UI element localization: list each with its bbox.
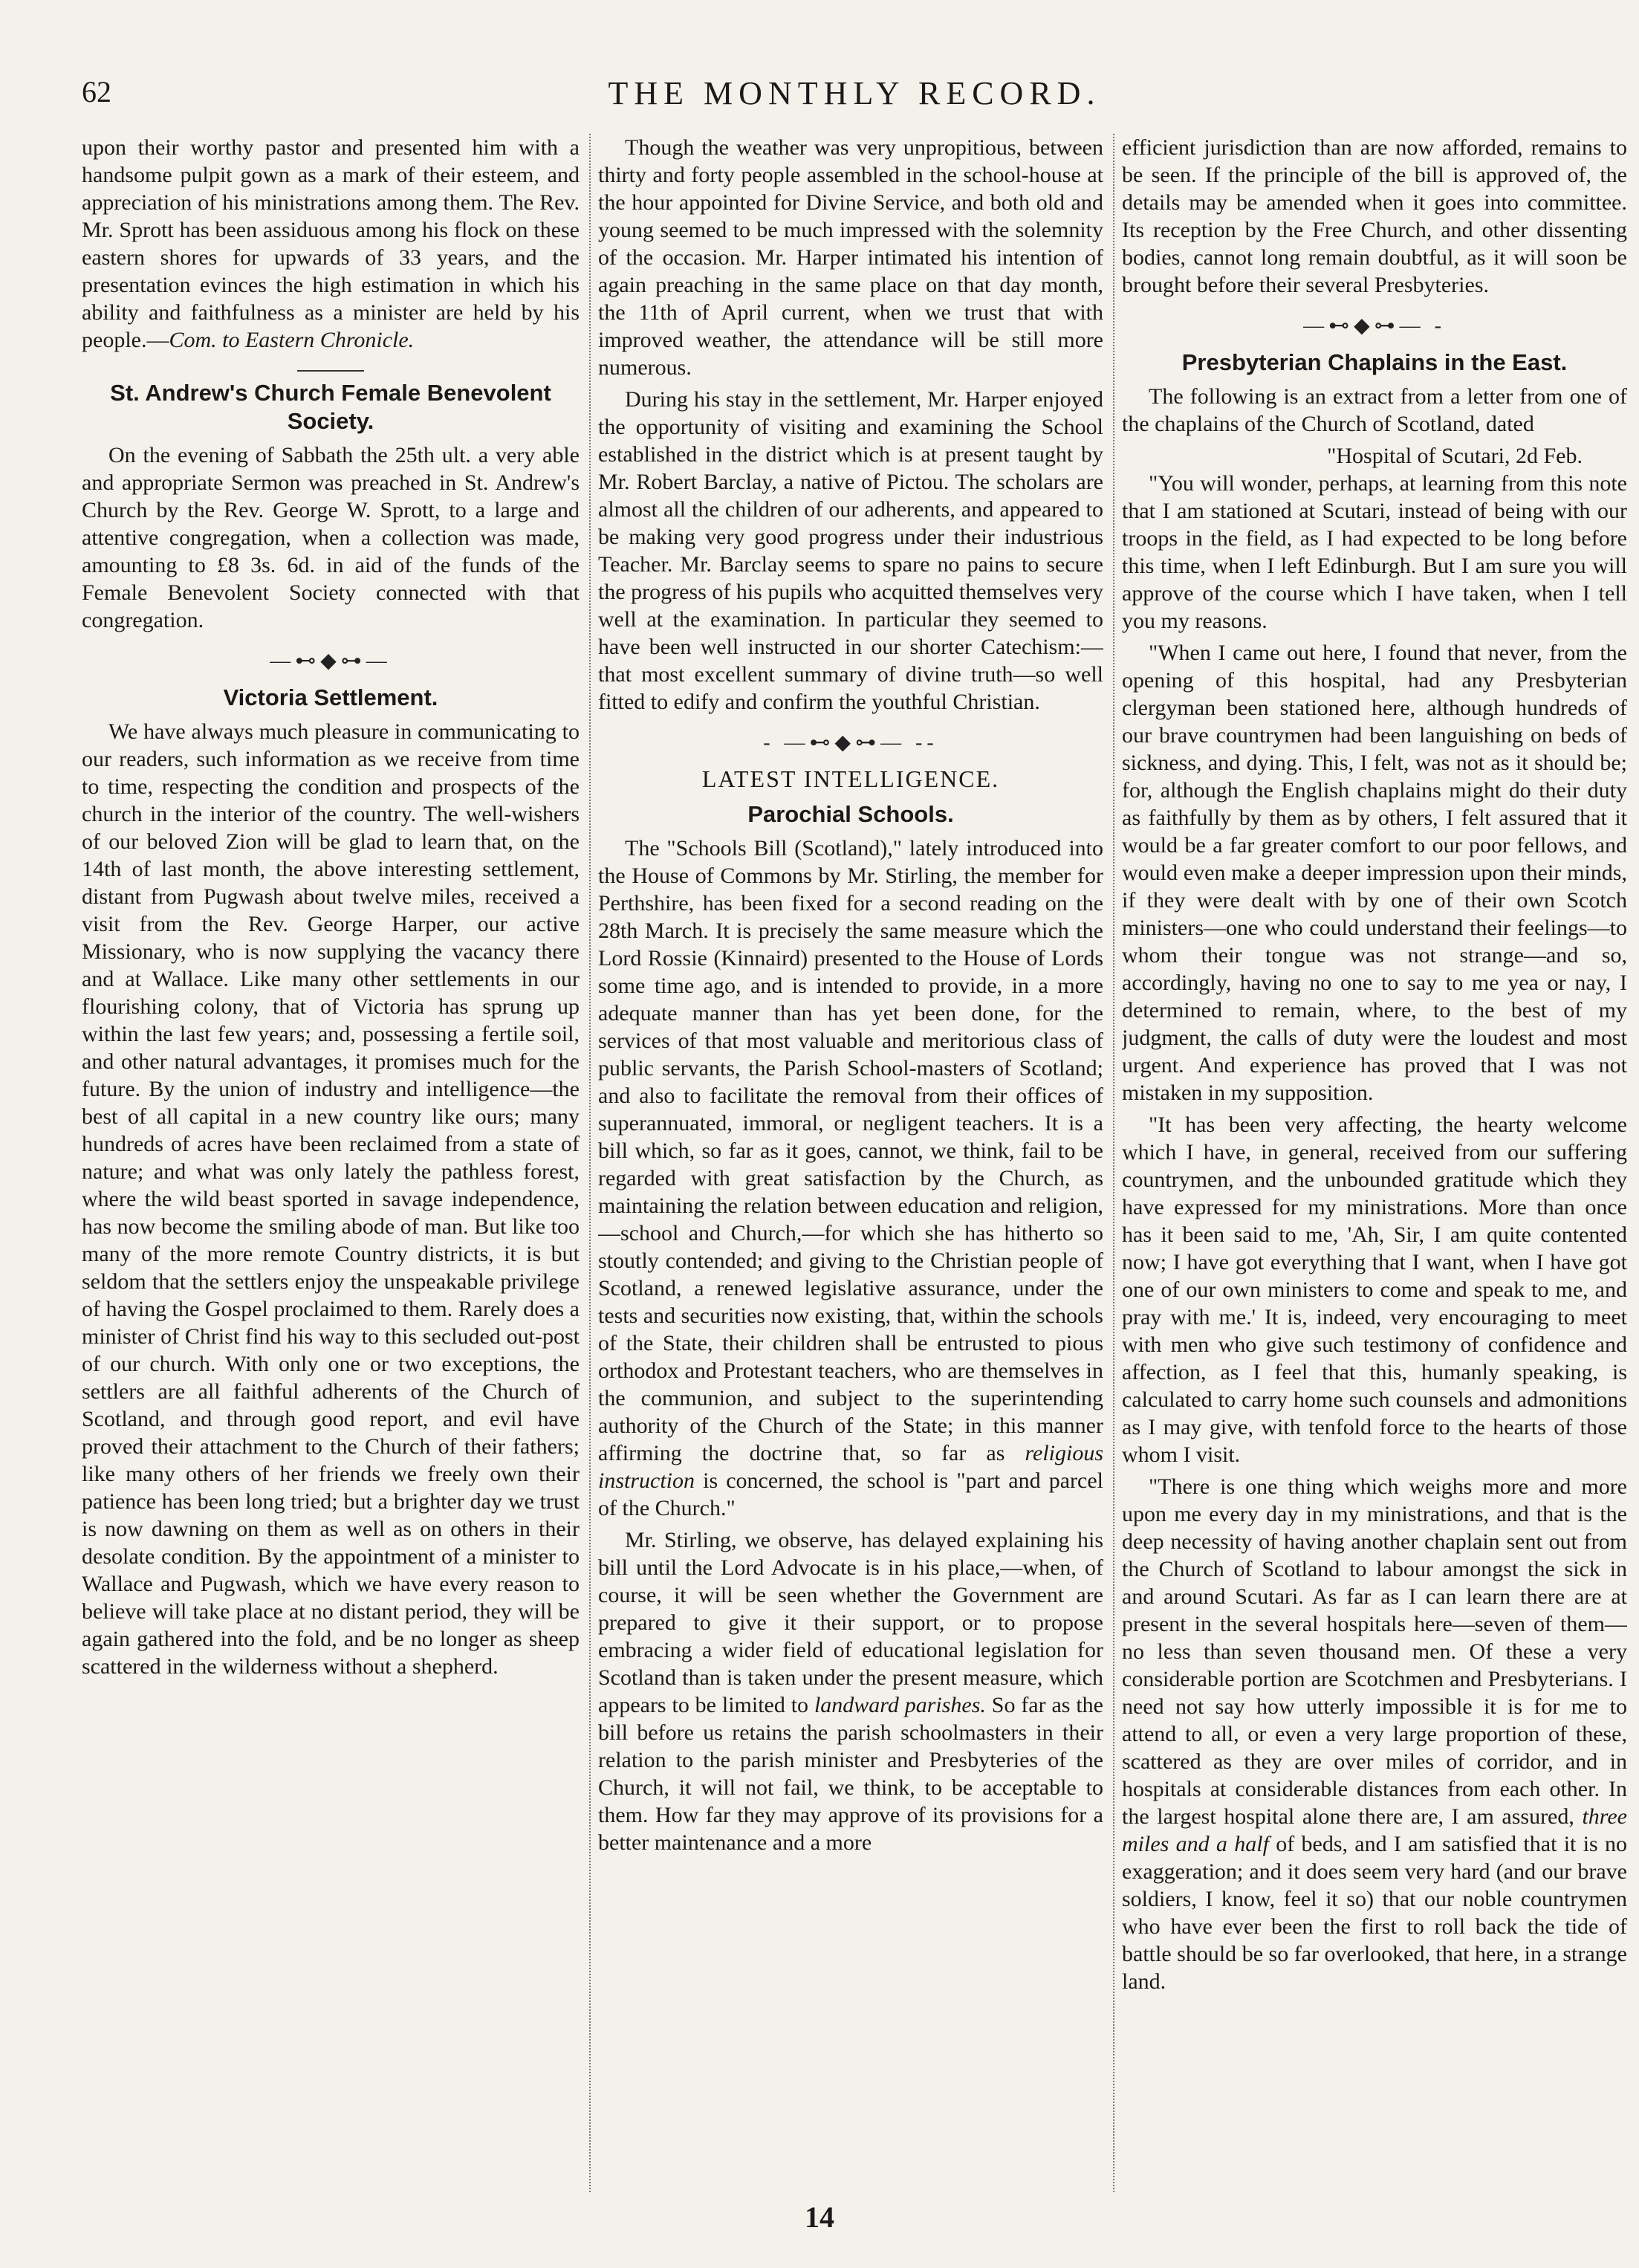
source-credit: Com. to Eastern Chronicle. xyxy=(169,328,415,352)
section-rule xyxy=(297,370,364,372)
paragraph xyxy=(82,134,580,354)
signature-number: 14 xyxy=(805,2200,834,2234)
paragraph: efficient jurisdiction than are now afforded, remains to be seen. If the principle of the bill is approved of, the details may be amended when it goes into committee. Its reception by the Free Church, and other dissenting bodies, cannot long remain doubtful, as it will soon be brought before their several Presbyteries. xyxy=(1122,135,1627,297)
heading-benevolent-society: St. Andrew's Church Female Benevolent Society. xyxy=(110,380,551,434)
heading-latest-intelligence: LATEST INTELLIGENCE. xyxy=(701,765,1000,792)
paragraph-text: The "Schools Bill (Scotland)," lately introduced into the House of Commons by Mr. Stirling, the member for Perthshire, has been fixed for a second reading on the 28th March. It is precisely the same measure which the Lord Rossie (Kinnaird) presented to the House of Lords some time ago, and is intended to provide, in a more adequate manner than has yet been done, for the services of that most valuable and meritorious class of public servants, the Parish School-masters of Scotland; and also to facilitate the removal from their offices of superannuated, immoral, or negligent teachers. It is a bill which, so far as it goes, cannot, we think, fail to be regarded with great satisfaction by the Church, as maintaining the relation between education and religion,—school and Church,—for which she has hitherto so stoutly contended; and giving to the Christian people of Scotland, a renewed legislative assurance, under the tests and securities now existing, that, within the schools of the State, their children shall be entrusted to pious orthodox and Protestant teachers, who are themselves in the communion, and subject to the superintending authority of the Church of the State; in this manner affirming the doctrine that, so far as xyxy=(598,836,1103,1465)
heading-presbyterian-chaplains: Presbyterian Chaplains in the East. xyxy=(1181,349,1568,375)
paragraph-text: "There is one thing which weighs more and more upon me every day in my ministrations, and that is the deep necessity of having another chaplain sent out from the Church of Scotland to labour amongst the sick in and around Scutari. As far as I can learn there are at present in the several hospitals here—seven of them—no less than seven thousand men. Of these a very considerable portion are Scotchmen and Presbyterians. I need not say how utterly impossible it is for me to attend to all, or even a very large proportion of these, scattered as they are over miles of corridor, and in hospitals at considerable distances from each other. In the largest hospital alone there are, I am assured, xyxy=(1122,1474,1627,1829)
page-number: 62 xyxy=(82,75,111,108)
running-title: THE MONTHLY RECORD. xyxy=(608,75,1101,111)
column-divider xyxy=(1113,134,1114,2192)
column-divider xyxy=(589,134,591,2192)
paragraph-text: is concerned, the school is "part and parcel of the Church." xyxy=(598,1468,1103,1520)
ornament-divider: —⊷◆⊶— - xyxy=(1303,314,1446,337)
paragraph: Though the weather was very unpropitious, between thirty and forty people assembled in the school-house at the hour appointed for Divine Service, and both old and young seemed to be much impressed with the solemnity of the occasion. Mr. Harper intimated his intention of again preaching in the same place on that day month, the 11th of April current, when we trust that with improved weather, the attendance will be still more numerous. xyxy=(598,135,1103,380)
paragraph-text: of beds, and I am satisfied that it is no exaggeration; and it does seem very hard (and our brave soldiers, I know, feel it so) that our noble countrymen who have ever been the first to roll back the tide of battle should be so far overlooked, that here, in a strange land. xyxy=(1122,1832,1627,1994)
italic-text: three miles and a half xyxy=(1122,1804,1627,1856)
paragraph-text: So far as the bill before us retains the parish schoolmasters in their relation to the parish minister and Presbyteries of the Church, it will not fail, we think, to be acceptable to them. How far they may approve of its provisions for a better maintenance and a more xyxy=(598,1693,1103,1855)
paragraph xyxy=(1122,1473,1627,1995)
page-header xyxy=(82,74,1627,119)
paragraph: The following is an extract from a letter from one of the chaplains of the Church of Scotland, dated xyxy=(1122,384,1627,436)
letter-dateline: "Hospital of Scutari, 2d Feb. xyxy=(1327,444,1583,468)
paragraph: We have always much pleasure in communicating to our readers, such information as we receive from time to time, respecting the condition and prospects of the church in the interior of the country. The well-wishers of our beloved Zion will be glad to learn that, on the 14th of last month, the above interesting settlement, distant from Pugwash about twelve miles, received a visit from the Rev. George Harper, our active Missionary, who is now supplying the vacancy there and at Wallace. Like many other settlements in our flourishing colony, that of Victoria has sprung up within the last few years; and, possessing a fertile soil, and other natural advantages, it promises much for the future. By the union of industry and intelligence—the best of all capital in a new country like ours; many hundreds of acres have been reclaimed from a state of nature; and what was only lately the pathless forest, where the wild beast sported in savage independence, has now become the smiling abode of man. But like too many of the more remote Country districts, it is but seldom that the settlers enjoy the unspeakable privilege of having the Gospel proclaimed to them. Rarely does a minister of Christ find his way to this secluded out-post of our church. With only one or two exceptions, the settlers are all faithful adherents of the Church of Scotland, and through good report, and evil have proved their attachment to the Church of their fathers; like many others of her friends we freely own their patience has been long tried; but a brighter day we trust is now dawning on them as well as on others in their desolate condition. By the appointment of a minister to Wallace and Pugwash, which we have every reason to believe will take place at no distant period, they will be again gathered into the fold, and be no longer as sheep scattered in the wilderness without a shepherd. xyxy=(82,719,580,1679)
paragraph: "You will wonder, perhaps, at learning from this note that I am stationed at Scutari, instead of being with our troops in the field, as I had expected to be long before this time, when I left Edinburgh. But I am sure you will approve of the course which I have taken, when I tell you my reasons. xyxy=(1122,471,1627,633)
italic-text: religious instruction xyxy=(598,1441,1103,1493)
ornament-divider: - —⊷◆⊶— -- xyxy=(763,731,938,754)
paragraph xyxy=(598,835,1103,1522)
column-left xyxy=(82,134,580,2192)
column-right xyxy=(1122,134,1627,2192)
paragraph: During his stay in the settlement, Mr. Harper enjoyed the opportunity of visiting and examining the School established in the district which is at present taught by Mr. Robert Barclay, a native of Pictou. The scholars are almost all the children of our adherents, and appeared to be making very good progress under their industrious Teacher. Mr. Barclay seems to spare no pains to secure the progress of his pupils who acquitted themselves very well at the examination. In particular they seemed to have been well instructed in our shorter Catechism:—that most excellent summary of divine truth—so well fitted to edify and confirm the youthful Christian. xyxy=(598,387,1103,714)
paragraph-text: upon their worthy pastor and presented him with a handsome pulpit gown as a mark of their esteem, and appreciation of his ministrations among them. The Rev. Mr. Sprott has been assiduous among his flock on these eastern shores for upwards of 33 years, and the presentation evinces the high estimation in which his ability and faithfulness as a minister are held by his people.— xyxy=(82,135,580,352)
paragraph-text: Mr. Stirling, we observe, has delayed explaining his bill until the Lord Advocate is in his place,—when, of course, it will be seen whether the Government are prepared to give it their support, or to propose embracing a wider field of educational legislation for Scotland than is taken under the present measure, which appears to be limited to xyxy=(598,1528,1103,1717)
paragraph: On the evening of Sabbath the 25th ult. a very able and appropriate Sermon was preached in St. Andrew's Church by the Rev. George W. Sprott, to a large and attentive congregation, when a collection was made, amounting to £8 3s. 6d. in aid of the funds of the Female Benevolent Society connected with that congregation. xyxy=(82,443,580,632)
heading-victoria-settlement: Victoria Settlement. xyxy=(223,684,438,710)
column-middle xyxy=(598,134,1103,2192)
paragraph: "It has been very affecting, the hearty welcome which I have, in general, received from our suffering countrymen, and the unbounded gratitude which they have expressed for my ministrations. More than once has it been said to me, 'Ah, Sir, I am quite contented now; I have got everything that I want, when I have got one of our own ministers to come and speak to me, and pray with me.' It is, indeed, very encouraging to meet with men who give such testimony of confidence and affection, as I feel that this, humanly speaking, is calculated to carry home such counsels and admonitions as I may give, with tenfold force to the hearts of those whom I visit. xyxy=(1122,1112,1627,1467)
paragraph xyxy=(598,1526,1103,1856)
heading-parochial-schools: Parochial Schools. xyxy=(747,801,954,827)
ornament-divider: —⊷◆⊶— xyxy=(270,649,392,673)
paragraph: "When I came out here, I found that never, from the opening of this hospital, had any Presbyterian clergyman been stationed here, although hundreds of our brave countrymen had been languishing on beds of sickness, and dying. This, I felt, was not as it should be; for, although the English chaplains might do their duty as faithfully by them as by others, I felt assured that it would be a far greater comfort to our poor fellows, and would even make a deeper impression upon their minds, if they were dealt with by one of their own Scotch ministers—one who could understand their feelings—to whom their tongue was not strange—and so, accordingly, having no one to say to me yea or nay, I determined to remain, where, to the best of my judgment, the calls of duty were the loudest and most urgent. And experience has proved that I was not mistaken in my supposition. xyxy=(1122,641,1627,1105)
italic-text: landward parishes. xyxy=(814,1693,986,1717)
